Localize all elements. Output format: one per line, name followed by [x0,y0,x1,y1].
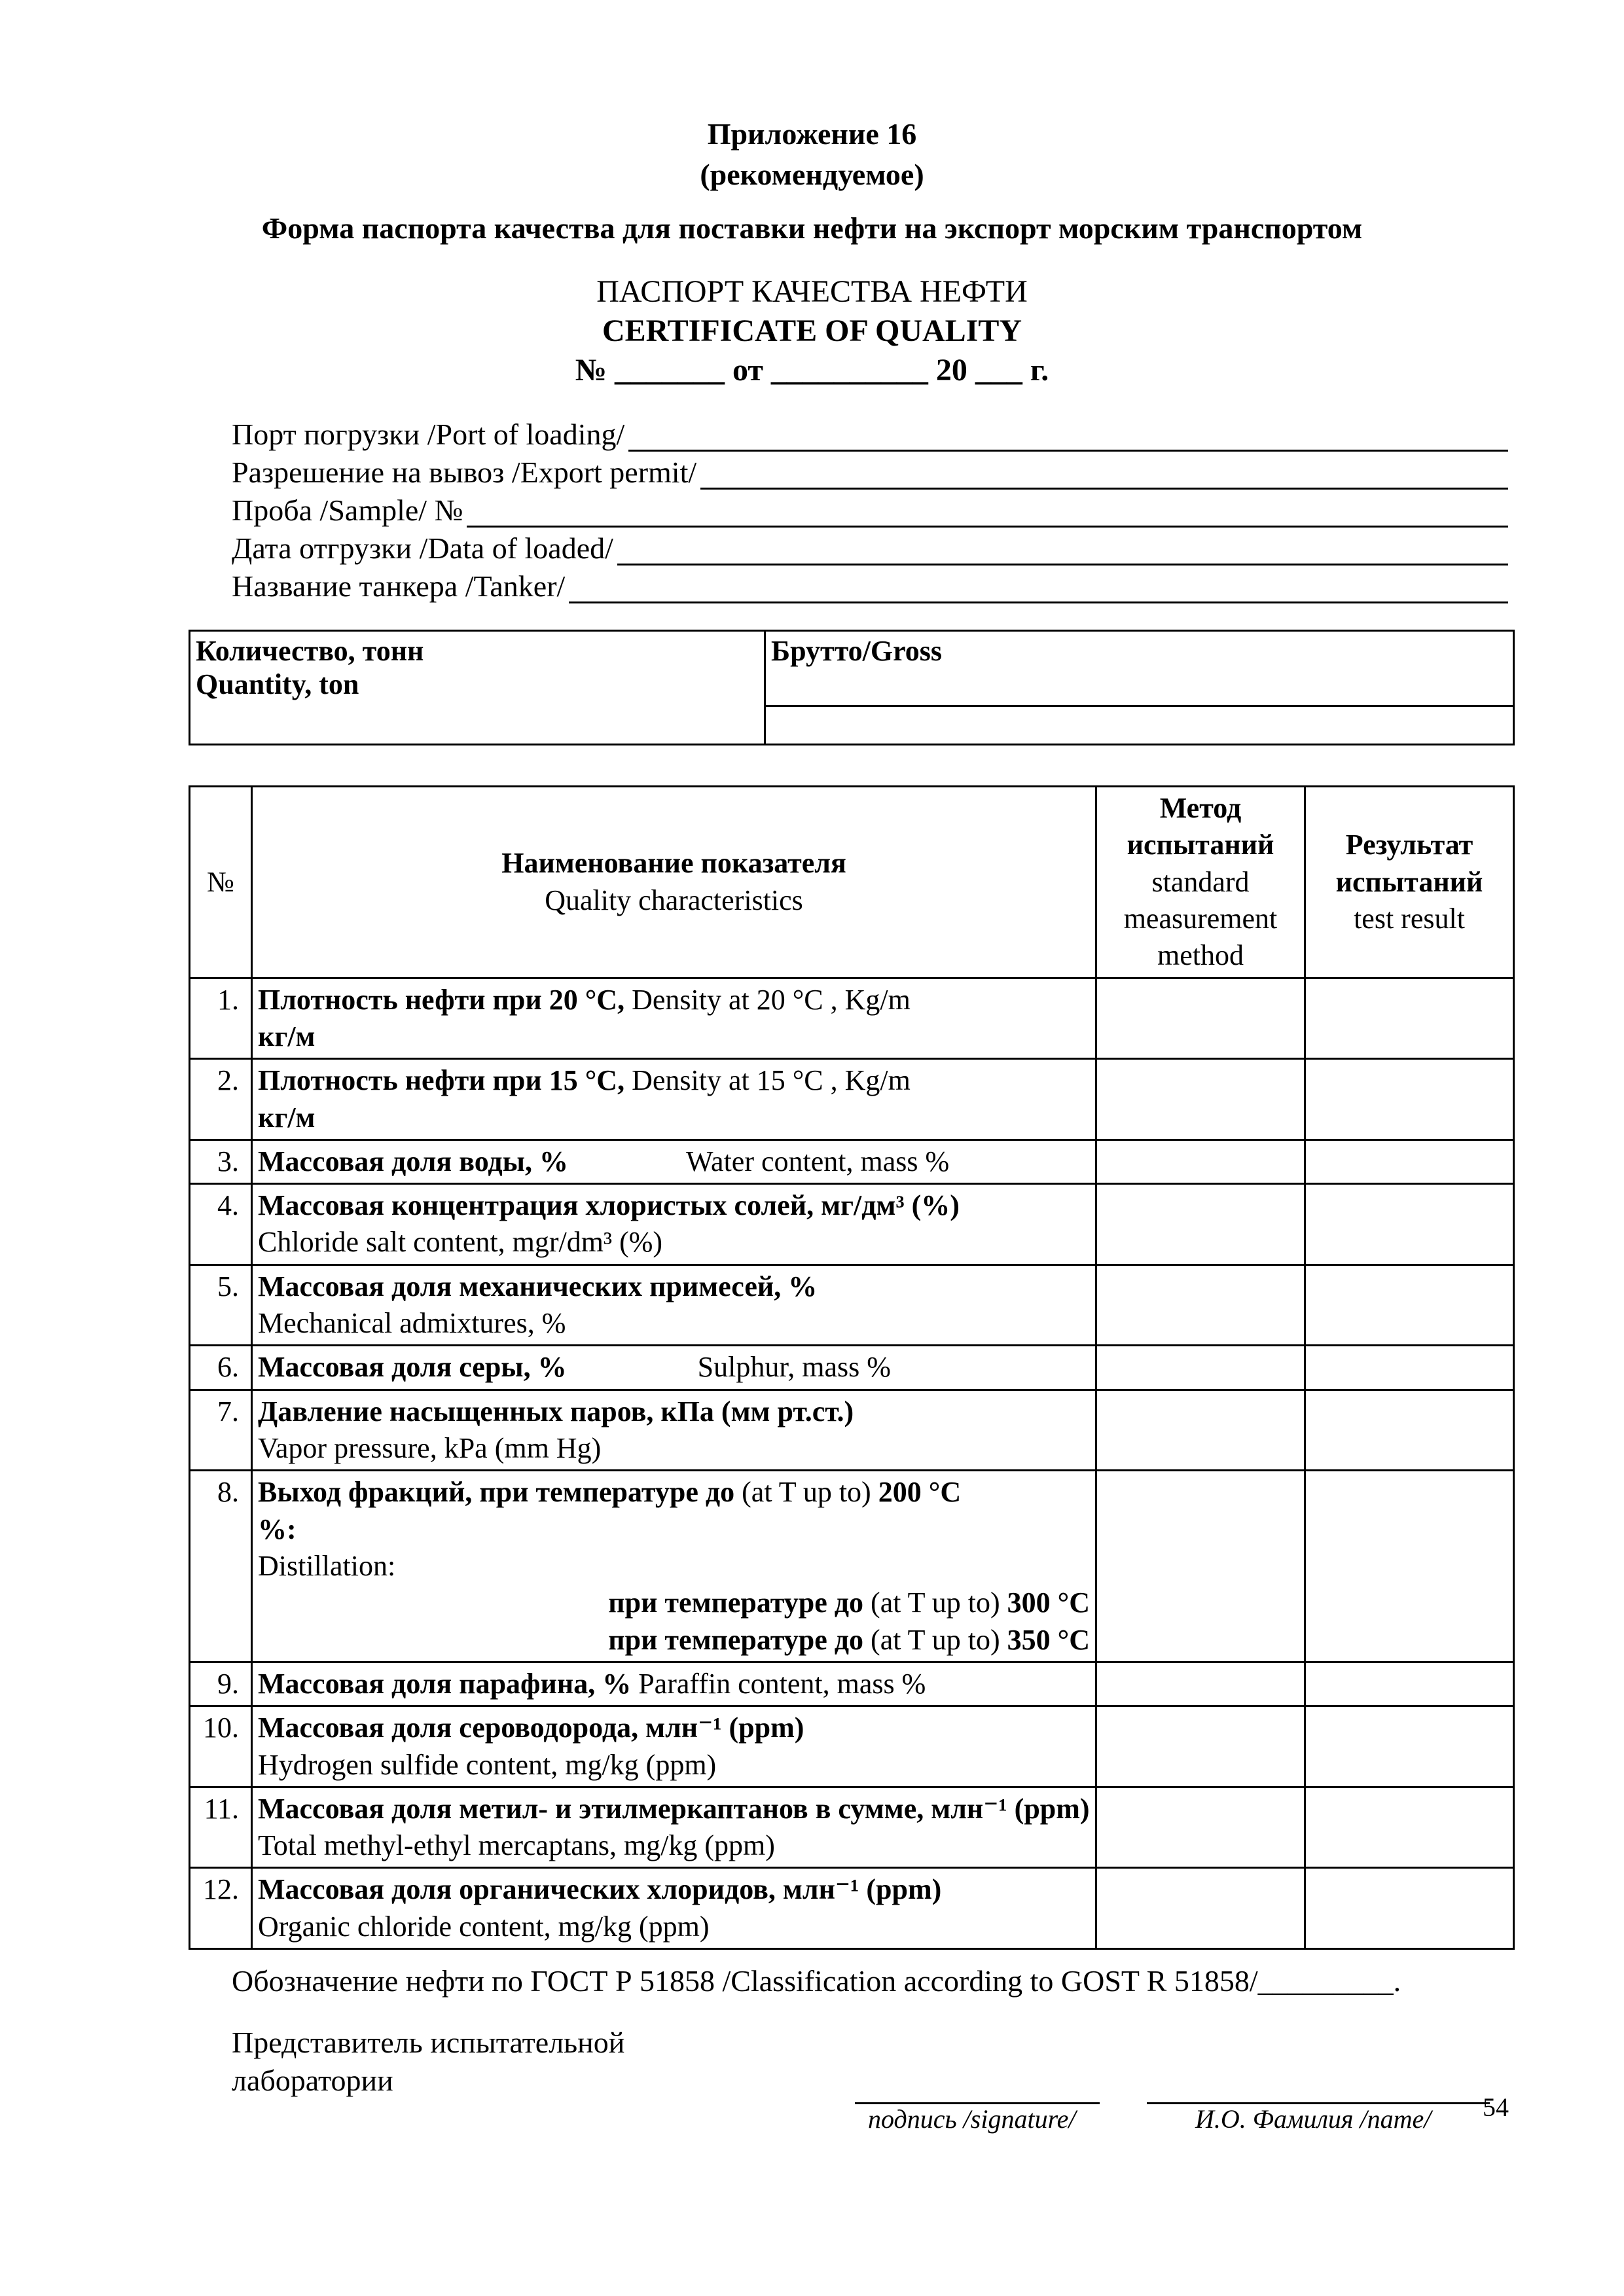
row-characteristic [252,1184,1096,1265]
result-cell[interactable] [1305,1706,1514,1787]
quality-table [189,785,1515,1950]
row8-en: (at T up to) [734,1476,878,1509]
quantity-table [189,630,1515,745]
row8-ru-350: при температуре до [608,1623,864,1656]
table-row [190,1787,1514,1868]
row-en2: Chloride salt content, mgr/dm³ (%) [258,1226,663,1259]
row-en: Sulphur, mass % [697,1351,891,1384]
row-ru: Массовая доля сероводорода, млн⁻¹ (ppm) [258,1712,804,1744]
row-number: 2. [190,1059,252,1140]
loading-date-line[interactable] [617,535,1508,565]
result-cell[interactable] [1305,1662,1514,1706]
certificate-title-ru: ПАСПОРТ КАЧЕСТВА НЕФТИ [596,274,1028,309]
row8-ru-300: при температуре до [608,1587,864,1619]
result-cell[interactable] [1305,978,1514,1059]
result-cell[interactable] [1305,1184,1514,1265]
method-cell[interactable] [1096,1868,1305,1949]
row-ru: Массовая концентрация хлористых солей, мг/дм³ (%) [258,1189,960,1222]
loading-date-label: Дата отгрузки /Data of loaded/ [232,531,613,565]
row-number: 9. [190,1662,252,1706]
row-number: 12. [190,1868,252,1949]
row-en: Density at 15 °С , Kg/m [624,1064,911,1097]
row-characteristic [252,1139,1096,1183]
tanker-line[interactable] [569,573,1508,603]
quantity-label-ru: Количество, тонн [196,635,424,667]
header-num [190,787,252,978]
row-characteristic [252,1265,1096,1346]
table-row [190,1184,1514,1265]
row-ru: Массовая доля парафина, % [258,1667,632,1700]
row-number: 7. [190,1390,252,1471]
row8-val-300: 300 °С [1007,1587,1090,1619]
row-number: 6. [190,1346,252,1390]
header-result-en: test result [1354,902,1465,935]
header-name-en: Quality characteristics [545,884,803,916]
page-number: 54 [1483,2092,1509,2122]
row8-en-350: (at T up to) [863,1623,1007,1656]
certificate-number-line: № _______ от __________ 20 ___ г. [575,353,1049,387]
table-row [190,1390,1514,1471]
sample-label: Проба /Sample/ № [232,493,463,527]
result-cell[interactable] [1305,1390,1514,1471]
method-cell[interactable] [1096,1059,1305,1140]
quantity-label-en: Quantity, ton [196,668,359,700]
method-cell[interactable] [1096,1346,1305,1390]
row-number: 8. [190,1471,252,1662]
row-characteristic [252,1706,1096,1787]
row-characteristic [252,1787,1096,1868]
result-cell[interactable] [1305,1059,1514,1140]
row-ru2: кг/м [258,1101,316,1134]
port-of-loading-line[interactable] [628,421,1508,452]
header-method-ru: Метод испытаний [1127,792,1274,861]
table-row-distillation [190,1471,1514,1662]
row8-distillation: Distillation: [258,1549,396,1582]
representative-line-1: Представитель испытательной [232,2026,625,2059]
classification-line: Обозначение нефти по ГОСТ Р 51858 /Classification according to GOST R 51858/_________. [232,1964,1401,1998]
quantity-label-cell [190,631,765,745]
row8-ru: Выход фракций, при температуре до [258,1476,735,1509]
method-cell[interactable] [1096,1662,1305,1706]
gross-cell [765,631,1514,706]
row-en2: Organic chloride content, mg/kg (ppm) [258,1910,710,1943]
port-of-loading-field[interactable] [232,415,1508,452]
row-characteristic [252,978,1096,1059]
result-cell[interactable] [1305,1346,1514,1390]
result-cell[interactable] [1305,1139,1514,1183]
header-name [252,787,1096,978]
header-method [1096,787,1305,978]
row-ru2: кг/м [258,1020,316,1052]
result-cell[interactable] [1305,1787,1514,1868]
row-en: Density at 20 °С , Kg/m [624,983,911,1016]
certificate-title-en: CERTIFICATE OF QUALITY [602,314,1022,348]
table-row [190,1139,1514,1183]
form-title: Форма паспорта качества для поставки нефти на экспорт морским транспортом [261,211,1363,245]
header-name-ru: Наименование показателя [501,847,846,880]
row8-en-300: (at T up to) [863,1587,1007,1619]
method-cell[interactable] [1096,978,1305,1059]
method-cell[interactable] [1096,1706,1305,1787]
method-cell[interactable] [1096,1471,1305,1662]
row-en2: Mechanical admixtures, % [258,1307,566,1340]
appendix-status: (рекомендуемое) [700,158,924,191]
row-characteristic [252,1662,1096,1706]
row-en2: Hydrogen sulfide content, mg/kg (ppm) [258,1748,717,1781]
row-characteristic [252,1059,1096,1140]
row-characteristic [252,1471,1096,1662]
row-ru: Массовая доля воды, % [258,1145,569,1177]
row-en2: Total methyl-ethyl mercaptans, mg/kg (ppm) [258,1829,775,1862]
header-method-en: standard measurement method [1123,865,1278,972]
result-cell[interactable] [1305,1265,1514,1346]
export-permit-line[interactable] [700,459,1508,490]
row8-val-350: 350 °С [1007,1623,1090,1656]
sample-field[interactable] [232,491,1508,528]
name-caption: И.О. Фамилия /name/ [1195,2104,1432,2134]
method-cell[interactable] [1096,1265,1305,1346]
port-of-loading-label: Порт погрузки /Port of loading/ [232,418,625,451]
row-number: 4. [190,1184,252,1265]
row-number: 11. [190,1787,252,1868]
row-en: Water content, mass % [686,1145,950,1177]
header-result-ru: Результат испытаний [1335,829,1483,898]
row-ru: Плотность нефти при 20 °С, [258,983,625,1016]
export-permit-field[interactable] [232,453,1508,490]
table-row [190,978,1514,1059]
tanker-label: Название танкера /Tanker/ [232,569,566,603]
result-cell[interactable] [1305,1868,1514,1949]
table-row [190,1059,1514,1140]
export-permit-label: Разрешение на вывоз /Export permit/ [232,456,697,489]
row-ru: Давление насыщенных паров, кПа (мм рт.ст.) [258,1395,854,1427]
header-result [1305,787,1514,978]
table-row [190,1265,1514,1346]
row-en: Paraffin content, mass % [631,1667,926,1700]
row-number: 5. [190,1265,252,1346]
row-number: 3. [190,1139,252,1183]
row8-val-200: 200 °С [878,1476,962,1509]
gross-label: Брутто/Gross [771,635,943,667]
row-characteristic [252,1390,1096,1471]
method-cell[interactable] [1096,1390,1305,1471]
table-row [190,1706,1514,1787]
method-cell[interactable] [1096,1139,1305,1183]
row-ru: Массовая доля серы, % [258,1351,567,1384]
method-cell[interactable] [1096,1787,1305,1868]
row-ru: Плотность нефти при 15 °С, [258,1064,625,1097]
table-row [190,1346,1514,1390]
method-cell[interactable] [1096,1184,1305,1265]
row-ru: Массовая доля механических примесей, % [258,1270,818,1302]
row-characteristic [252,1346,1096,1390]
row-ru: Массовая доля метил- и этилмеркаптанов в сумме, млн⁻¹ (ppm) [258,1792,1090,1825]
row-number: 10. [190,1706,252,1787]
tanker-field[interactable] [232,567,1508,603]
appendix-title: Приложение 16 [707,117,917,151]
signature-caption: подпись /signature/ [868,2104,1076,2134]
row-number: 1. [190,978,252,1059]
representative-line-2: лаборатории [232,2064,393,2097]
row-characteristic [252,1868,1096,1949]
gross-value-cell[interactable] [765,706,1514,745]
row8-percent: %: [258,1513,297,1545]
sample-line[interactable] [467,497,1508,528]
table-row [190,1868,1514,1949]
row-ru: Массовая доля органических хлоридов, млн⁻¹ (ppm) [258,1873,942,1906]
result-cell[interactable] [1305,1471,1514,1662]
loading-date-field[interactable] [232,529,1508,565]
table-row [190,1662,1514,1706]
row-en2: Vapor pressure, kPa (mm Hg) [258,1432,602,1464]
header-num-text: № [207,865,234,898]
